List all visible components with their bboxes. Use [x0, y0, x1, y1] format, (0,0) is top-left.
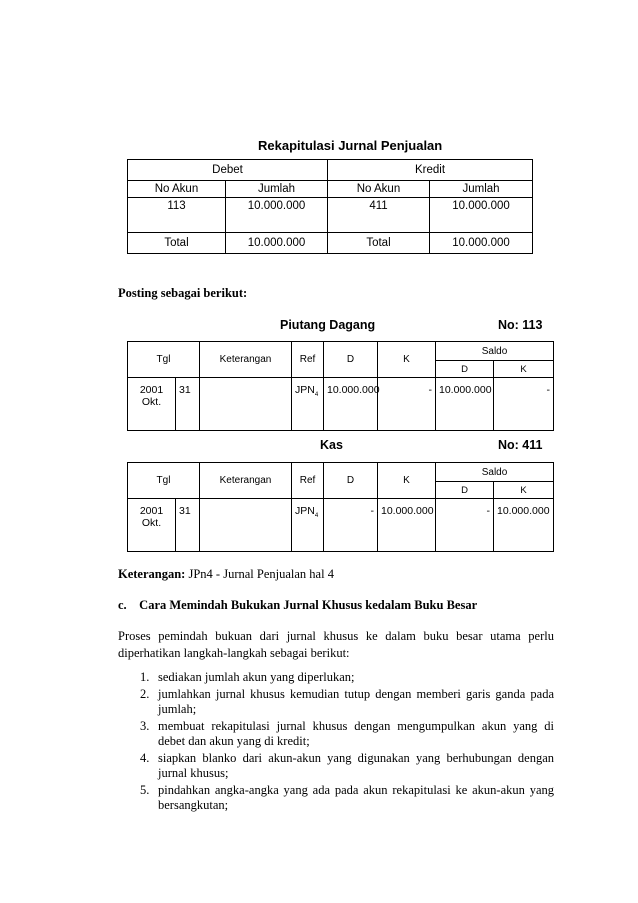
rekap-kredit-header: Kredit — [328, 160, 533, 181]
kas-col-saldo: Saldo — [436, 463, 554, 482]
kas-col-d: D — [324, 463, 378, 499]
rekap-total-label-kredit: Total — [328, 233, 430, 254]
keterangan-label: Keterangan: — [118, 567, 186, 581]
piutang-saldo-k: - — [494, 378, 554, 431]
kas-number: No: 411 — [498, 438, 543, 452]
list-item: 3. membuat rekapitulasi jurnal khusus dengan mengumpulkan akun yang di debet dan akun yang di kredit; — [140, 719, 554, 748]
piutang-number: No: 113 — [498, 318, 543, 332]
kas-ref: $JPN_4$ — [292, 499, 324, 552]
piutang-day: 31 — [176, 378, 200, 431]
rekap-debet-jumlah: 10.000.000 — [226, 198, 328, 215]
posting-title: Posting sebagai berikut: — [118, 286, 248, 300]
list-item: 5. pindahkan angka-angka yang ada pada akun rekapitulasi ke akun-akun yang bersangkutan; — [140, 783, 554, 812]
piutang-col-saldo-k: K — [494, 361, 554, 378]
intro-paragraph: Proses pemindah bukuan dari jurnal khusus ke dalam buku besar utama perlu diperhatikan langkah-langkah sebagai berikut: — [118, 629, 554, 660]
keterangan-note — [118, 567, 334, 582]
kas-saldo-k: 10.000.000 — [494, 499, 554, 552]
kas-k: 10.000.000 — [378, 499, 436, 552]
piutang-col-tgl: Tgl — [128, 342, 200, 378]
list-item: 1. sediakan jumlah akun yang diperlukan; — [140, 670, 355, 684]
kas-col-saldo-d: D — [436, 482, 494, 499]
piutang-keterangan — [200, 378, 292, 431]
piutang-d: 10.000.000 — [324, 378, 378, 431]
piutang-saldo-d: 10.000.000 — [436, 378, 494, 431]
kas-ledger — [127, 462, 554, 552]
kas-col-k: K — [378, 463, 436, 499]
rekap-col-no-akun-debet: No Akun — [128, 181, 226, 198]
kas-col-tgl: Tgl — [128, 463, 200, 499]
list-item: 2. jumlahkan jurnal khusus kemudian tutup dengan memberi garis ganda pada jumlah; — [140, 687, 554, 716]
rekap-debet-akun: 113 — [128, 198, 226, 215]
rekap-col-no-akun-kredit: No Akun — [328, 181, 430, 198]
kas-col-saldo-k: K — [494, 482, 554, 499]
piutang-ledger — [127, 341, 554, 431]
piutang-title: Piutang Dagang — [280, 318, 376, 332]
piutang-col-k: K — [378, 342, 436, 378]
rekap-table — [127, 159, 533, 254]
kas-d: - — [324, 499, 378, 552]
kas-col-ref: Ref — [292, 463, 324, 499]
kas-keterangan — [200, 499, 292, 552]
rekap-kredit-jumlah: 10.000.000 — [430, 198, 533, 215]
piutang-col-saldo: Saldo — [436, 342, 554, 361]
keterangan-text: JPn4 - Jurnal Penjualan hal 4 — [185, 567, 334, 581]
rekap-debet-header: Debet — [128, 160, 328, 181]
section-c-heading: c. Cara Memindah Bukukan Jurnal Khusus kedalam Buku Besar — [118, 598, 478, 612]
piutang-ref: $JPN_4$ — [292, 378, 324, 431]
piutang-col-saldo-d: D — [436, 361, 494, 378]
list-item: 4. siapkan blanko dari akun-akun yang digunakan yang berhubungan dengan jurnal khusus; — [140, 751, 554, 780]
piutang-col-d: D — [324, 342, 378, 378]
rekap-col-jumlah-debet: Jumlah — [226, 181, 328, 198]
kas-title: Kas — [320, 438, 343, 452]
rekap-total-debet: 10.000.000 — [226, 233, 328, 254]
rekap-col-jumlah-kredit: Jumlah — [430, 181, 533, 198]
piutang-date: 2001 Okt. — [128, 378, 176, 431]
kas-col-keterangan: Keterangan — [200, 463, 292, 499]
rekap-title: Rekapitulasi Jurnal Penjualan — [258, 138, 443, 153]
steps-list — [118, 670, 554, 815]
piutang-col-keterangan: Keterangan — [200, 342, 292, 378]
piutang-col-ref: Ref — [292, 342, 324, 378]
rekap-total-label-debet: Total — [128, 233, 226, 254]
piutang-k: - — [378, 378, 436, 431]
kas-date: 2001 Okt. — [128, 499, 176, 552]
kas-saldo-d: - — [436, 499, 494, 552]
rekap-kredit-akun: 411 — [328, 198, 430, 215]
rekap-total-kredit: 10.000.000 — [430, 233, 533, 254]
kas-day: 31 — [176, 499, 200, 552]
